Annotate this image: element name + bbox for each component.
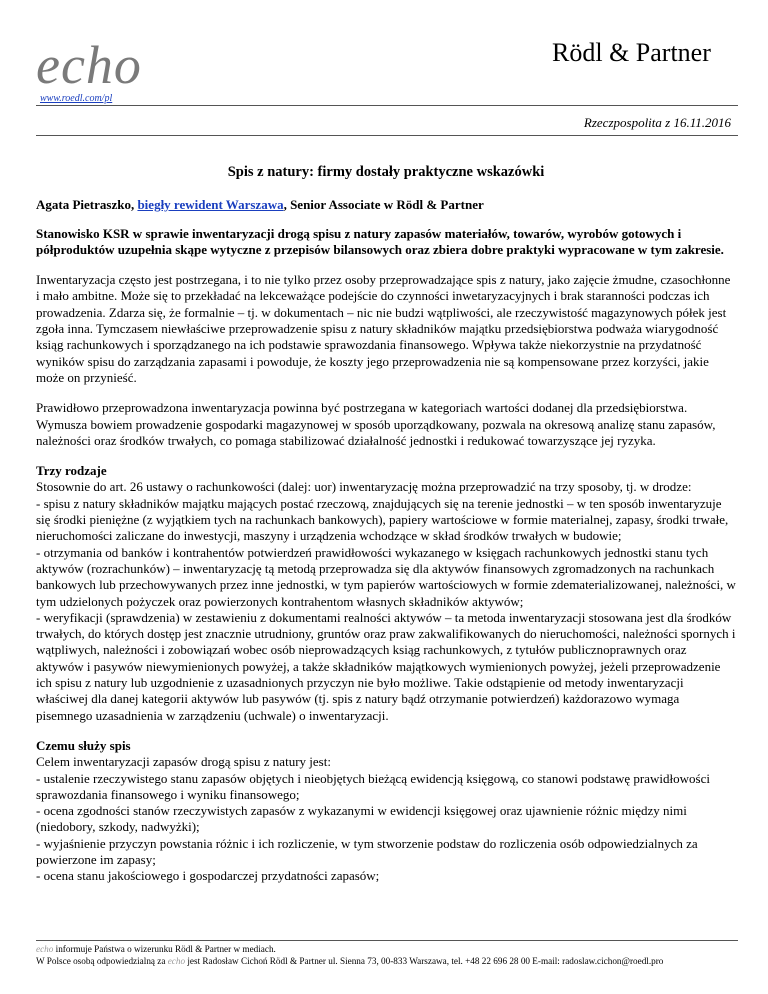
website-link[interactable]: www.roedl.com/pl [40,93,113,104]
section-line: - ocena stanu jakościowego i gospodarczej przydatności zapasów; [36,868,380,884]
section-line: - wyjaśnienie przyczyn powstania różnic i ich rozliczenie, w tym stworzenie podstaw do rozliczenia osób odpowiedzialnych za powierzone im zapasy; [36,835,698,867]
brand-name: Rödl & Partner [552,38,711,67]
section-heading: Czemu służy spis [36,737,131,753]
footer-text: informuje Państwa o wizerunku Rödl & Partner w mediach. [53,944,276,954]
header-divider-2 [36,135,738,136]
author-link[interactable]: biegły rewident Warszawa [137,197,284,213]
section-line: Stosownie do art. 26 ustawy o rachunkowości (dalej: uor) inwentaryzację można przeprowadzić na trzy sposoby, tj. w drodze: [36,479,692,495]
section-heading: Trzy rodzaje [36,463,107,479]
paragraph-1: Inwentaryzacja często jest postrzegana, i to nie tylko przez osoby przeprowadzające spis z natury, jako zajęcie żmudne, czasochłonne i mało ambitne. Może się to przekładać na lekceważące podejście do czynności inwetaryzacyjnych i brak staranności podczas ich prowadzenia. Zdarza się, że formalnie – tj. w dokumentach – nic nie budzi wątpliwości, ale rzeczywistość magazynowych półek jest zgoła inna. Tymczasem niewłaściwe przeprowadzenie spisu z natury składników majątku przedsiębiorstwa podważa wiarygodność ksiąg rachunkowych i sporządzanego na ich podstawie sprawozdania finansowego. Wpływa także niekorzystnie na przydatność wyników spisu do zarządzania zapasami i powoduje, że koszty jego przeprowadzenia nie są kompensowane przez korzyści, jakie może on przynieść. [36,272,731,385]
footer-echo-logo: echo [36,944,54,954]
footer-line-1 [36,943,738,955]
section-line: - spisu z natury składników majątku mających postać rzeczową, znajdujących się na terenie jednostki – w ten sposób inwentaryzuje się środki pieniężne (z wyjątkiem tych na rachunkach bankowych), papiery wartościowe w formie materialnej, zapasy, środki trwałe, nieruchomości zaliczane do inwestycji, maszyny i urządzenia wchodzące w skład środków trwałych w budowie; [36,495,729,544]
header-divider [36,105,738,106]
section-czemu-sluzy-spis [36,738,736,885]
article [36,164,736,899]
paragraph-2: Prawidłowo przeprowadzona inwentaryzacja powinna być postrzegana w kategoriach wartości dodanej dla przedsiębiorstwa. Wymusza bowiem prowadzenie gospodarki magazynowej w sposób uporządkowany, pozwala na okresową analizę stanu zapasów, należności oraz środków trwałych, co pomaga stabilizować działalność jednostki i redukować towarzyszące jej ryzyka. [36,400,716,448]
section-line: - ustalenie rzeczywistego stanu zapasów objętych i nieobjętych bieżącą ewidencją księgową, co stanowi podstawę prawidłowości sprawozdania finansowego i wyniku finansowego; [36,770,710,802]
section-line: Celem inwentaryzacji zapasów drogą spisu z natury jest: [36,754,331,770]
echo-logo: echo [36,35,142,95]
footer-text: W Polsce osobą odpowiedzialną za [36,956,168,966]
footer-contact: jest Radosław Cichoń Rödl & Partner ul. Sienna 73, 00-833 Warszawa, tel. +48 22 696 28 00 E-mail: radoslaw.cichon@roedl.pro [185,956,664,966]
source-date: Rzeczpospolita z 16.11.2016 [583,115,731,130]
footer-line-2 [36,955,738,967]
article-lead: Stanowisko KSR w sprawie inwentaryzacji drogą spisu z natury zapasów materiałów, towarów, wyrobów gotowych i półproduktów uzupełnia skąpe wytyczne z przepisów bilansowych oraz zbiera dobre praktyki wypracowane w tym zakresie. [36,225,724,257]
author-role: , Senior Associate w Rödl & Partner [283,197,484,213]
section-trzy-rodzaje [36,463,736,724]
author-line [36,197,736,213]
footer-echo-logo: echo [167,956,186,966]
author-name: Agata Pietraszko, [36,197,138,213]
footer [36,943,738,967]
section-line: - ocena zgodności stanów rzeczywistych zapasów z wykazanymi w ewidencji księgowej oraz ujawnienie różnic między nimi (niedobory, szkody, nadwyżki); [36,803,687,835]
section-line: - weryfikacji (sprawdzenia) w zestawieniu z dokumentami realności aktywów – ta metoda inwentaryzacji stosowana jest dla środków trwałych, do których dostęp jest znacznie utrudniony, gruntów oraz praw zakwalifikowanych do nieruchomości, należności spornych i wątpliwych, należności i zobowiązań wobec osób nieprowadzących ksiąg rachunkowych, z tytułów publicznoprawnych oraz aktywów i pasywów niewymienionych powyżej, a także składników majątkowych wymienionych powyżej, jeżeli przeprowadzenie ich spisu z natury lub uzgodnienie z uzasadnionych przyczyn nie było możliwe. Takie odstąpienie od metody inwentaryzacji właściwej dla danej kategorii aktywów lub pasywów (tj. spis z natury bądź otrzymanie potwierdzeń) każdorazowo wymaga pisemnego uzasadnienia w zarządzeniu (uchwale) o inwentaryzacji. [36,609,736,723]
article-title: Spis z natury: firmy dostały praktyczne wskazówki [227,164,545,180]
footer-divider [36,940,738,941]
section-line: - otrzymania od banków i kontrahentów potwierdzeń prawidłowości wykazanego w księgach rachunkowych jednostki stanu tych aktywów (rozrachunków) – inwentaryzację tą metodą przeprowadza się dla aktywów finansowych zgromadzonych na rachunkach bankowych lub przechowywanych przez inne jednostki, w tym papierów wartościowych w formie zdematerializowanej, należności, w tym udzielonych pożyczek oraz powierzonych kontrahentom własnych składników aktywów; [36,544,736,609]
